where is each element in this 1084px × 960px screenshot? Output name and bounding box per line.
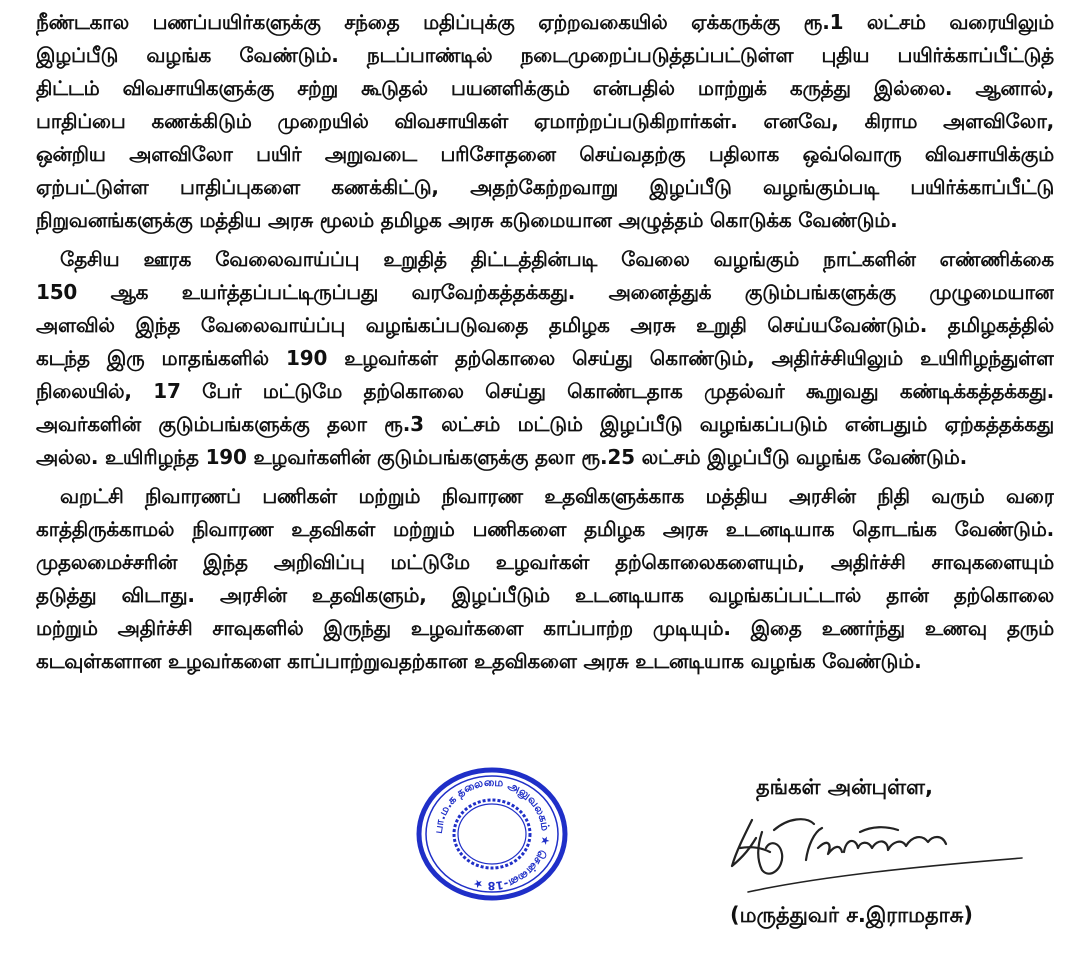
text-line: வறட்சி நிவாரணப் பணிகள் மற்றும் நிவாரண உதவிகளுக்காக மத்திய அரசின் நிதி வரும் வரை — [60, 484, 1054, 508]
text-line: முதலமைச்சரின் இந்த அறிவிப்பு மட்டுமே உழவர்கள் தற்கொலைகளையும், அதிர்ச்சி சாவுகளையும் — [36, 550, 1054, 574]
text-line: ஒன்றிய அளவிலோ பயிர் அறுவடை பரிசோதனை செய்வதற்கு பதிலாக ஒவ்வொரு விவசாயிக்கும் — [36, 142, 1054, 166]
closing-salutation: தங்கள் அன்புள்ள, — [756, 775, 933, 799]
official-stamp — [410, 764, 574, 904]
text-line: கடந்த இரு மாதங்களில் 190 உழவர்கள் தற்கொலை செய்து கொண்டும், அதிர்ச்சியிலும் உயிரிழந்துள்ள — [36, 346, 1054, 370]
text-line: ஏற்பட்டுள்ள பாதிப்புகளை கணக்கிட்டு, அதற்கேற்றவாறு இழப்பீடு வழங்கும்படி பயிர்க்காப்பீட்டு — [36, 175, 1054, 199]
text-line: அளவில் இந்த வேலைவாய்ப்பு வழங்கப்படுவதை தமிழக அரசு உறுதி செய்யவேண்டும். தமிழகத்தில் — [36, 313, 1054, 337]
text-line: அவர்களின் குடும்பங்களுக்கு தலா ரூ.3 லட்சம் மட்டும் இழப்பீடு வழங்கப்படும் என்பதும் ஏற்கத்தக்கது — [36, 412, 1054, 436]
text-line: காத்திருக்காமல் நிவாரண உதவிகள் மற்றும் பணிகளை தமிழக அரசு உடனடியாக தொடங்க வேண்டும். — [36, 517, 1054, 541]
svg-text:பா.ம.க தலைமை அலுவலகம் ★ சென்னை — [432, 776, 553, 892]
handwritten-signature — [722, 808, 1028, 896]
text-line: 150 ஆக உயர்த்தப்பட்டிருப்பது வரவேற்கத்தக்கது. அனைத்துக் குடும்பங்களுக்கு முழுமையான — [36, 280, 1054, 304]
text-line: நிறுவனங்களுக்கு மத்திய அரசு மூலம் தமிழக அரசு கடுமையான அழுத்தம் கொடுக்க வேண்டும். — [36, 208, 898, 232]
text-line: நிலையில், 17 பேர் மட்டுமே தற்கொலை செய்து கொண்டதாக முதல்வர் கூறுவது கண்டிக்கத்தக்கது. — [36, 379, 1054, 403]
text-line: நீண்டகால பணப்பயிர்களுக்கு சந்தை மதிப்புக்கு ஏற்றவகையில் ஏக்கருக்கு ரூ.1 லட்சம் வரையிலும் — [36, 10, 1054, 34]
text-line: மற்றும் அதிர்ச்சி சாவுகளில் இருந்து உழவர்களை காப்பாற்ற முடியும். இதை உணர்ந்து உணவு தரும் — [36, 616, 1054, 640]
text-line: அல்ல. உயிரிழந்த 190 உழவர்களின் குடும்பங்களுக்கு தலா ரூ.25 லட்சம் இழப்பீடு வழங்க வேண்டும். — [36, 445, 967, 469]
text-line: தடுத்து விடாது. அரசின் உதவிகளும், இழப்பீடும் உடனடியாக வழங்கப்பட்டால் தான் தற்கொலை — [36, 583, 1054, 607]
stamp-text: பா.ம.க தலைமை அலுவலகம் ★ சென்னை-18 ★ — [431, 775, 553, 893]
text-line: கடவுள்களான உழவர்களை காப்பாற்றுவதற்கான உதவிகளை அரசு உடனடியாக வழங்க வேண்டும். — [36, 649, 922, 673]
text-line: இழப்பீடு வழங்க வேண்டும். நடப்பாண்டில் நடைமுறைப்படுத்தப்பட்டுள்ள புதிய பயிர்க்காப்பீட்டுத் — [36, 43, 1054, 67]
text-line: தேசிய ஊரக வேலைவாய்ப்பு உறுதித் திட்டத்தின்படி வேலை வழங்கும் நாட்களின் எண்ணிக்கை — [60, 247, 1054, 271]
text-line: திட்டம் விவசாயிகளுக்கு சற்று கூடுதல் பயனளிக்கும் என்பதில் மாற்றுக் கருத்து இல்லை. ஆனால், — [36, 76, 1054, 100]
signer-name: (மருத்துவர் ச.இராமதாசு) — [730, 903, 973, 927]
text-line: பாதிப்பை கணக்கிடும் முறையில் விவசாயிகள் ஏமாற்றப்படுகிறார்கள். எனவே, கிராம அளவிலோ, — [36, 109, 1054, 133]
